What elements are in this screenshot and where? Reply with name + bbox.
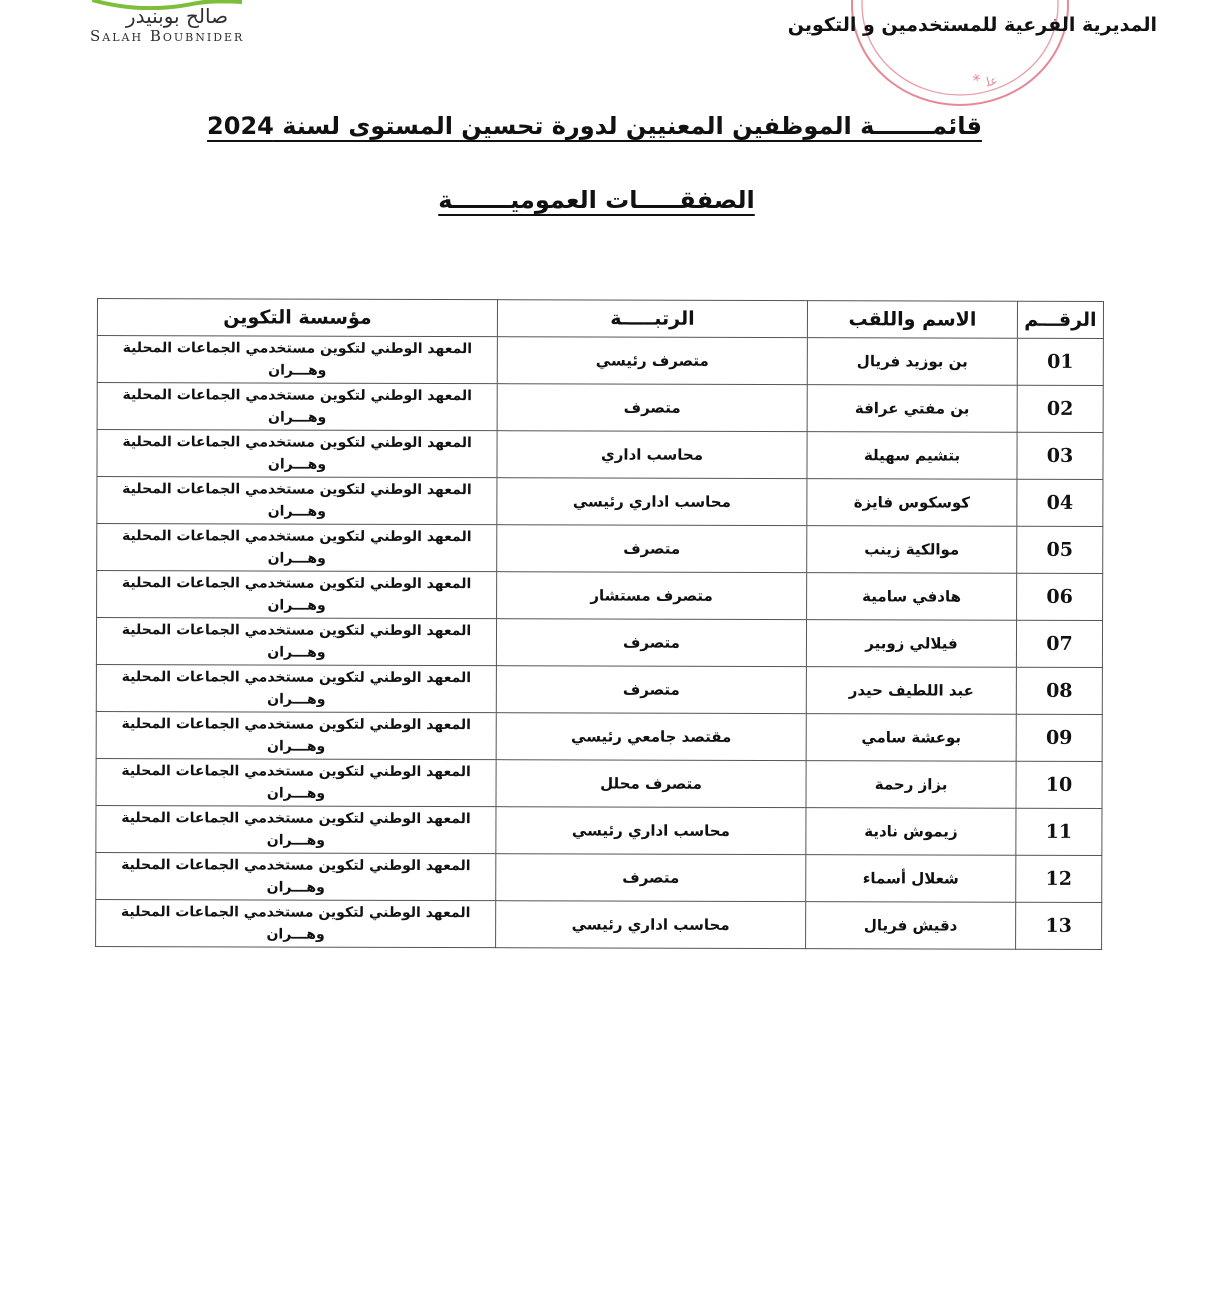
row-number: 07 xyxy=(1016,620,1102,667)
row-name: بتشيم سهيلة xyxy=(807,432,1017,480)
row-number: 01 xyxy=(1017,338,1103,385)
row-name: بوعشة سامي xyxy=(806,714,1016,762)
institution-city: وهـــران xyxy=(267,550,326,567)
document-title xyxy=(0,112,1205,140)
table-row xyxy=(97,524,1103,574)
table-row xyxy=(96,805,1102,855)
row-number: 02 xyxy=(1017,385,1103,432)
row-rank: متصرف xyxy=(496,854,806,902)
employee-table-wrapper xyxy=(95,298,1103,950)
row-institution xyxy=(96,618,496,666)
svg-text:ﻋﻠ: ﻋﻠ xyxy=(984,73,999,90)
row-rank: متصرف xyxy=(496,666,806,714)
row-institution xyxy=(96,758,496,806)
institution-city: وهـــران xyxy=(267,738,326,755)
row-number: 11 xyxy=(1016,808,1102,855)
table-body xyxy=(96,336,1104,950)
row-number: 08 xyxy=(1016,667,1102,714)
table-row xyxy=(97,430,1103,480)
institution-city: وهـــران xyxy=(267,409,327,426)
table-row xyxy=(96,758,1102,808)
institution-name: المعهد الوطني لتكوين مستخدمي الجماعات المحلية xyxy=(121,669,472,687)
row-name: شعلال أسماء xyxy=(806,855,1016,903)
institution-name: المعهد الوطني لتكوين مستخدمي الجماعات المحلية xyxy=(121,810,471,828)
header-name: الاسم واللقب xyxy=(807,301,1017,339)
institution-name: المعهد الوطني لتكوين مستخدمي الجماعات المحلية xyxy=(122,340,473,358)
row-rank: متصرف محلل xyxy=(496,760,806,808)
row-name: زيموش نادية xyxy=(806,808,1016,856)
institution-city: وهـــران xyxy=(268,362,327,379)
table-row xyxy=(96,711,1102,761)
row-rank: متصرف رئيسي xyxy=(497,337,807,385)
row-number: 03 xyxy=(1017,432,1103,479)
row-name: فيلالي زوبير xyxy=(806,620,1016,668)
table-row xyxy=(97,383,1103,433)
institution-city: وهـــران xyxy=(266,832,326,849)
row-name: بزاز رحمة xyxy=(806,761,1016,809)
document-subtitle xyxy=(0,186,1205,214)
row-institution xyxy=(97,524,497,572)
institution-city: وهـــران xyxy=(266,926,325,943)
row-rank: محاسب اداري رئيسي xyxy=(496,901,806,949)
table-row xyxy=(97,571,1103,621)
institution-city: وهـــران xyxy=(267,503,327,520)
row-institution xyxy=(96,852,496,900)
row-number: 10 xyxy=(1016,761,1102,808)
row-name: موالكية زينب xyxy=(807,526,1017,574)
row-institution xyxy=(96,805,496,853)
institution-city: وهـــران xyxy=(266,879,325,896)
row-institution xyxy=(96,899,496,947)
institution-name: المعهد الوطني لتكوين مستخدمي الجماعات المحلية xyxy=(122,528,472,546)
institution-name: المعهد الوطني لتكوين مستخدمي الجماعات المحلية xyxy=(122,434,472,452)
row-rank: متصرف xyxy=(497,525,807,573)
row-name: هادفي سامية xyxy=(807,573,1017,621)
institution-name: المعهد الوطني لتكوين مستخدمي الجماعات المحلية xyxy=(122,481,472,499)
row-number: 04 xyxy=(1017,479,1103,526)
header-institution: مؤسسة التكوين xyxy=(97,299,497,337)
institution-name: المعهد الوطني لتكوين مستخدمي الجماعات المحلية xyxy=(120,904,471,922)
table-row xyxy=(96,899,1102,949)
document-title-text: قائمـــــــة الموظفين المعنيين لدورة تحسين المستوى لسنة 2024 xyxy=(207,112,982,140)
row-number: 05 xyxy=(1017,526,1103,573)
table-row xyxy=(96,852,1102,902)
institution-name: المعهد الوطني لتكوين مستخدمي الجماعات المحلية xyxy=(121,857,471,875)
row-name: بن بوزيد فريال xyxy=(807,338,1017,386)
table-row xyxy=(96,664,1102,714)
institution-city: وهـــران xyxy=(267,456,327,473)
institution-name: المعهد الوطني لتكوين مستخدمي الجماعات المحلية xyxy=(121,763,471,781)
row-institution xyxy=(96,711,496,759)
institution-city: وهـــران xyxy=(267,644,326,661)
row-rank: متصرف xyxy=(497,384,807,432)
svg-text:*: * xyxy=(971,70,984,91)
row-number: 06 xyxy=(1017,573,1103,620)
institution-name: المعهد الوطني لتكوين مستخدمي الجماعات المحلية xyxy=(121,622,472,640)
institution-city: وهـــران xyxy=(267,597,326,614)
row-name: عبد اللطيف حيدر xyxy=(806,667,1016,715)
institution-city: وهـــران xyxy=(266,785,326,802)
table-row xyxy=(97,477,1103,527)
institution-name: المعهد الوطني لتكوين مستخدمي الجماعات المحلية xyxy=(121,716,471,734)
table-row xyxy=(97,336,1103,386)
row-rank: متصرف مستشار xyxy=(497,572,807,620)
row-rank: مقتصد جامعي رئيسي xyxy=(496,713,806,761)
row-institution xyxy=(97,477,497,525)
row-rank: محاسب اداري xyxy=(497,431,807,479)
table-row xyxy=(96,618,1102,668)
document-subtitle-text: الصفقـــــات العموميـــــــة xyxy=(438,186,755,214)
institution-name: المعهد الوطني لتكوين مستخدمي الجماعات المحلية xyxy=(122,387,472,405)
row-institution xyxy=(97,430,497,478)
row-number: 09 xyxy=(1016,714,1102,761)
row-rank: محاسب اداري رئيسي xyxy=(497,478,807,526)
row-number: 12 xyxy=(1016,855,1102,902)
row-name: دقيش فريال xyxy=(806,902,1016,950)
institution-city: وهـــران xyxy=(267,691,326,708)
logo-latin-text: Salah Boubnider xyxy=(90,27,245,45)
row-number: 13 xyxy=(1016,902,1102,949)
row-name: كوسكوس فايزة xyxy=(807,479,1017,527)
university-logo xyxy=(82,0,282,50)
row-name: بن مفتي عرافة xyxy=(807,385,1017,433)
employee-table xyxy=(95,298,1104,950)
header-number: الرقـــم xyxy=(1017,301,1103,338)
row-institution xyxy=(97,336,497,384)
row-institution xyxy=(97,571,497,619)
table-header-row xyxy=(97,299,1103,339)
logo-arabic-text: صالح بوبنيدر xyxy=(125,4,229,28)
header-rank: الرتبـــــة xyxy=(497,300,807,338)
row-institution xyxy=(96,664,496,712)
institution-name: المعهد الوطني لتكوين مستخدمي الجماعات المحلية xyxy=(121,575,472,593)
row-rank: محاسب اداري رئيسي xyxy=(496,807,806,855)
row-rank: متصرف xyxy=(496,619,806,667)
row-institution xyxy=(97,383,497,431)
directorate-header: المديرية الفرعية للمستخدمين و التكوين xyxy=(787,14,1157,36)
